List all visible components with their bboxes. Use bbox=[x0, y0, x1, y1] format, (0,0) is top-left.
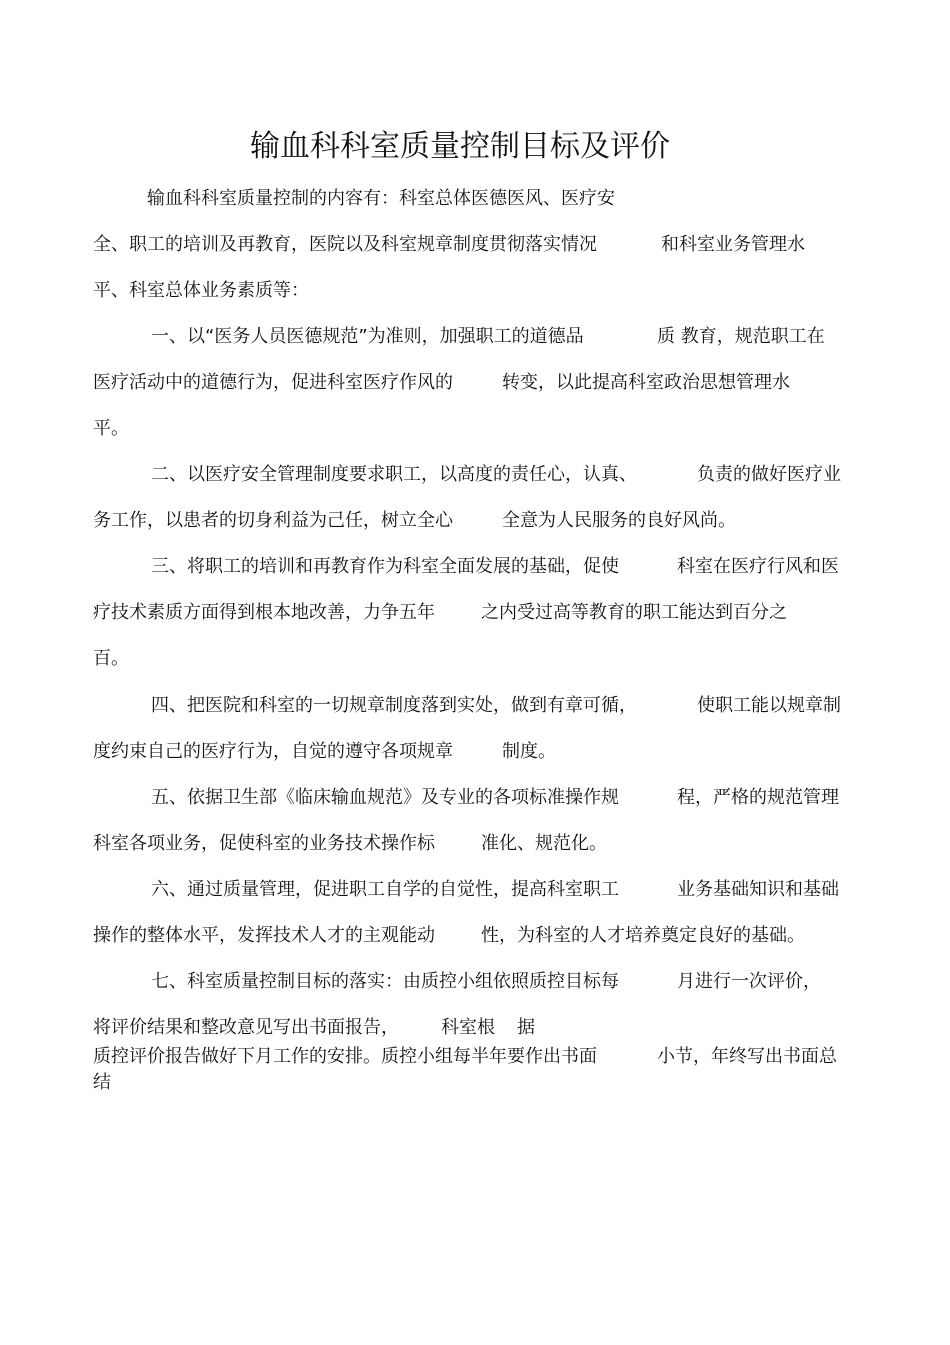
text-line: 制度。 bbox=[502, 741, 556, 762]
text-line: 百。 bbox=[93, 648, 129, 669]
text-line: 性，为科室的人才培养奠定良好的基础。 bbox=[481, 925, 805, 946]
text-line: 疗技术素质方面得到根本地改善，力争五年 bbox=[93, 602, 435, 623]
text-line: 五、依据卫生部《临床输血规范》及专业的各项标准操作规 bbox=[151, 787, 619, 808]
text-line: 月进行一次评价， bbox=[677, 971, 821, 992]
text-line: 平、科室总体业务素质等： bbox=[93, 280, 309, 301]
text-line: 结 bbox=[93, 1072, 111, 1093]
text-line: 科室在医疗行风和医 bbox=[677, 556, 839, 577]
text-line: 操作的整体水平，发挥技术人才的主观能动 bbox=[93, 925, 435, 946]
text-line: 四、把医院和科室的一切规章制度落到实处，做到有章可循， bbox=[151, 695, 637, 716]
text-line: 使职工能以规章制 bbox=[697, 695, 841, 716]
text-line: 二、以医疗安全管理制度要求职工，以高度的责任心，认真、 bbox=[151, 464, 637, 485]
text-line: 一、以“医务人员医德规范”为准则，加强职工的道德品 bbox=[151, 326, 584, 347]
text-line: 小节，年终写出书面总 bbox=[657, 1046, 837, 1067]
text-line: 度约束自己的医疗行为，自觉的遵守各项规章 bbox=[93, 741, 453, 762]
text-line: 输血科科室质量控制的内容有：科室总体医德医风、医疗安 bbox=[147, 188, 615, 209]
text-line: 务工作，以患者的切身利益为己任，树立全心 bbox=[93, 510, 453, 531]
text-line: 医疗活动中的道德行为，促进科室医疗作风的 bbox=[93, 372, 453, 393]
text-line: 全、职工的培训及再教育，医院以及科室规章制度贯彻落实情况 bbox=[93, 234, 597, 255]
text-line: 平。 bbox=[93, 418, 129, 439]
text-line: 将评价结果和整改意见写出书面报告， bbox=[93, 1017, 399, 1038]
text-line: 之内受过高等教育的职工能达到百分之 bbox=[481, 602, 787, 623]
text-line: 业务基础知识和基础 bbox=[677, 879, 839, 900]
text-line: 准化、规范化。 bbox=[481, 833, 607, 854]
text-line: 质 教育，规范职工在 bbox=[657, 326, 825, 347]
text-line: 六、通过质量管理，促进职工自学的自觉性，提高科室职工 bbox=[151, 879, 619, 900]
text-line: 科室根 bbox=[441, 1017, 495, 1038]
text-line: 三、将职工的培训和再教育作为科室全面发展的基础，促使 bbox=[151, 556, 619, 577]
text-line: 负责的做好医疗业 bbox=[697, 464, 841, 485]
text-line: 转变，以此提高科室政治思想管理水 bbox=[502, 372, 790, 393]
text-line: 和科室业务管理水 bbox=[661, 234, 805, 255]
text-line: 质控评价报告做好下月工作的安排。质控小组每半年要作出书面 bbox=[93, 1046, 597, 1067]
text-line: 七、科室质量控制目标的落实：由质控小组依照质控目标每 bbox=[151, 971, 619, 992]
text-line: 全意为人民服务的良好风尚。 bbox=[502, 510, 736, 531]
document-title: 输血科科室质量控制目标及评价 bbox=[250, 129, 670, 164]
text-line: 程，严格的规范管理 bbox=[677, 787, 839, 808]
text-line: 科室各项业务，促使科室的业务技术操作标 bbox=[93, 833, 435, 854]
text-line: 据 bbox=[517, 1017, 535, 1038]
